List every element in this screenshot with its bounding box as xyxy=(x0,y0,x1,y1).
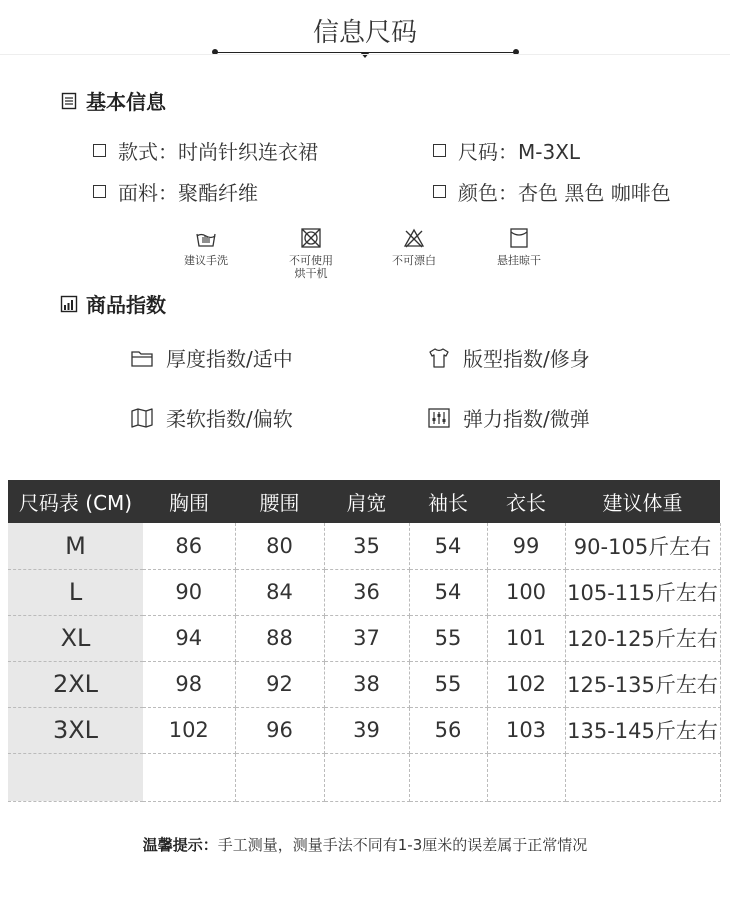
sleeve-cell xyxy=(409,753,487,801)
shoulder-cell: 38 xyxy=(324,661,409,707)
title-divider xyxy=(0,54,730,55)
weight-cell: 120-125斤左右 xyxy=(565,615,720,661)
shoulder-cell: 37 xyxy=(324,615,409,661)
tshirt-icon xyxy=(427,346,451,370)
checkbox-icon xyxy=(433,144,446,157)
measurement-note xyxy=(0,834,730,855)
size-table-header xyxy=(8,480,720,523)
hand-wash-icon xyxy=(194,226,218,250)
underline-pointer xyxy=(360,52,370,58)
sleeve-cell: 56 xyxy=(409,707,487,753)
length-cell xyxy=(487,753,565,801)
folder-icon xyxy=(130,346,154,370)
checkbox-icon xyxy=(93,144,106,157)
header-bust: 胸围 xyxy=(143,480,235,523)
header-waist: 腰围 xyxy=(235,480,324,523)
bust-cell xyxy=(143,753,235,801)
info-size xyxy=(433,136,580,165)
table-row xyxy=(8,523,720,569)
bust-cell: 98 xyxy=(143,661,235,707)
size-cell: L xyxy=(8,569,143,615)
index-thickness xyxy=(130,343,293,372)
table-row-empty xyxy=(8,753,720,801)
info-size-text: 尺码：M-3XL xyxy=(458,140,581,164)
weight-cell: 90-105斤左右 xyxy=(565,523,720,569)
length-cell: 102 xyxy=(487,661,565,707)
care-hang-dry xyxy=(479,226,559,267)
shoulder-cell: 36 xyxy=(324,569,409,615)
waist-cell: 84 xyxy=(235,569,324,615)
bust-cell: 94 xyxy=(143,615,235,661)
basic-info-heading xyxy=(60,86,166,115)
care-no-bleach xyxy=(374,226,454,267)
sleeve-cell: 54 xyxy=(409,569,487,615)
hang-dry-icon xyxy=(507,226,531,250)
info-fabric xyxy=(93,177,258,206)
size-cell: M xyxy=(8,523,143,569)
document-icon xyxy=(60,92,78,110)
note-text: 手工测量，测量手法不同有1-3厘米的误差属于正常情况 xyxy=(217,836,588,854)
index-softness xyxy=(130,403,293,432)
care-hand-wash xyxy=(166,226,246,267)
map-icon xyxy=(130,406,154,430)
care-label-line2: 烘干机 xyxy=(294,267,328,280)
size-table xyxy=(8,480,721,802)
header-sleeve: 袖长 xyxy=(409,480,487,523)
table-row xyxy=(8,707,720,753)
note-label: 温馨提示： xyxy=(142,836,218,854)
care-label-line1: 不可使用 xyxy=(289,254,333,267)
size-cell: XL xyxy=(8,615,143,661)
index-fit-text: 版型指数/修身 xyxy=(463,347,590,371)
bust-cell: 90 xyxy=(143,569,235,615)
length-cell: 100 xyxy=(487,569,565,615)
bust-cell: 102 xyxy=(143,707,235,753)
index-thickness-text: 厚度指数/适中 xyxy=(166,347,293,371)
product-index-title: 商品指数 xyxy=(86,293,166,317)
product-index-heading xyxy=(60,289,166,318)
title-banner xyxy=(0,0,730,60)
header-size: 尺码表 (CM) xyxy=(8,480,143,523)
weight-cell: 125-135斤左右 xyxy=(565,661,720,707)
length-cell: 101 xyxy=(487,615,565,661)
no-bleach-icon xyxy=(402,226,426,250)
waist-cell xyxy=(235,753,324,801)
length-cell: 103 xyxy=(487,707,565,753)
weight-cell xyxy=(565,753,720,801)
waist-cell: 92 xyxy=(235,661,324,707)
waist-cell: 96 xyxy=(235,707,324,753)
table-row xyxy=(8,569,720,615)
weight-cell: 105-115斤左右 xyxy=(565,569,720,615)
sleeve-cell: 54 xyxy=(409,523,487,569)
table-row xyxy=(8,615,720,661)
info-color-text: 颜色：杏色 黑色 咖啡色 xyxy=(458,181,671,205)
info-fabric-text: 面料：聚酯纤维 xyxy=(118,181,258,205)
no-tumble-dry-icon xyxy=(299,226,323,250)
index-fit xyxy=(427,343,590,372)
info-color xyxy=(433,177,671,206)
header-weight: 建议体重 xyxy=(565,480,720,523)
care-no-tumble-dry xyxy=(271,226,351,280)
index-elasticity-text: 弹力指数/微弹 xyxy=(463,407,590,431)
checkbox-icon xyxy=(433,185,446,198)
info-style-text: 款式：时尚针织连衣裙 xyxy=(118,140,318,164)
sleeve-cell: 55 xyxy=(409,615,487,661)
info-style xyxy=(93,136,318,165)
table-row xyxy=(8,661,720,707)
length-cell: 99 xyxy=(487,523,565,569)
waist-cell: 80 xyxy=(235,523,324,569)
page-title: 信息尺码 xyxy=(312,18,417,48)
care-label: 不可漂白 xyxy=(392,254,436,267)
size-cell: 2XL xyxy=(8,661,143,707)
bust-cell: 86 xyxy=(143,523,235,569)
bar-chart-icon xyxy=(60,295,78,313)
waist-cell: 88 xyxy=(235,615,324,661)
size-cell: 3XL xyxy=(8,707,143,753)
header-length: 衣长 xyxy=(487,480,565,523)
sliders-icon xyxy=(427,406,451,430)
shoulder-cell: 39 xyxy=(324,707,409,753)
shoulder-cell xyxy=(324,753,409,801)
weight-cell: 135-145斤左右 xyxy=(565,707,720,753)
care-label: 建议手洗 xyxy=(184,254,228,267)
sleeve-cell: 55 xyxy=(409,661,487,707)
size-cell xyxy=(8,753,143,801)
index-elasticity xyxy=(427,403,590,432)
index-softness-text: 柔软指数/偏软 xyxy=(166,407,293,431)
shoulder-cell: 35 xyxy=(324,523,409,569)
header-shoulder: 肩宽 xyxy=(324,480,409,523)
checkbox-icon xyxy=(93,185,106,198)
basic-info-title: 基本信息 xyxy=(86,90,166,114)
care-label: 悬挂晾干 xyxy=(497,254,541,267)
